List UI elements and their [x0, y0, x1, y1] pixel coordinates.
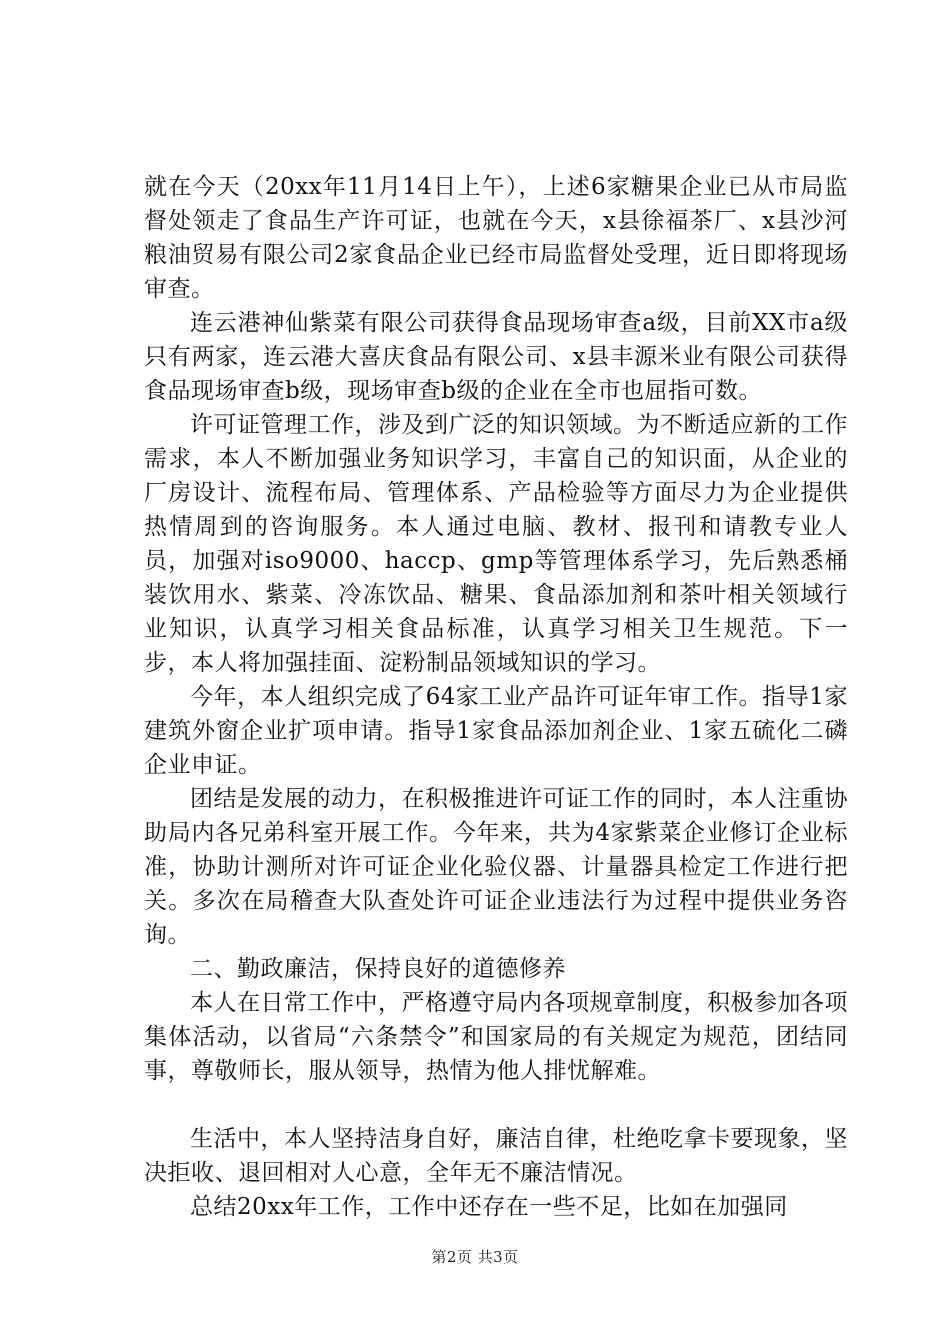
paragraph: 就在今天（20xx年11月14日上午），上述6家糖果企业已从市局监督处领走了食品生产许可证，也就在今天，x县徐福茶厂、x县沙河粮油贸易有限公司2家食品企业已经市局监督处受理，近日即将现场审查。 [144, 174, 848, 302]
paragraph: 连云港神仙紫菜有限公司获得食品现场审查a级，目前XX市a级只有两家，连云港大喜庆食品有限公司、x县丰源米业有限公司获得食品现场审查b级，现场审查b级的企业在全市也屈指可数。 [144, 310, 848, 404]
paragraph: 生活中，本人坚持洁身自好，廉洁自律，杜绝吃拿卡要现象，坚决拒收、退回相对人心意，全年无不廉洁情况。 [144, 1126, 848, 1186]
paragraph: 总结20xx年工作，工作中还存在一些不足，比如在加强同 [190, 1194, 788, 1220]
paragraph: 许可证管理工作，涉及到广泛的知识领域。为不断适应新的工作需求，本人不断加强业务知识学习，丰富自己的知识面，从企业的厂房设计、流程布局、管理体系、产品检验等方面尽力为企业提供热情周到的咨询服务。本人通过电脑、教材、报刊和请教专业人员，加强对iso9000、haccp、gmp等管理体系学习，先后熟悉桶装饮用水、紫菜、冷冻饮品、糖果、食品添加剂和茶叶相关领域行业知识，认真学习相关食品标准，认真学习相关卫生规范。下一步，本人将加强挂面、淀粉制品领域知识的学习。 [144, 412, 848, 676]
paragraph: 团结是发展的动力，在积极推进许可证工作的同时，本人注重协助局内各兄弟科室开展工作。今年来，共为4家紫菜企业修订企业标准，协助计测所对许可证企业化验仪器、计量器具检定工作进行把关。多次在局稽查大队查处许可证企业违法行为过程中提供业务咨询。 [144, 786, 848, 948]
document-body [144, 170, 848, 1224]
paragraph: 今年，本人组织完成了64家工业产品许可证年审工作。指导1家建筑外窗企业扩项申请。指导1家食品添加剂企业、1家五硫化二磷企业申证。 [144, 684, 848, 778]
paragraph: 本人在日常工作中，严格遵守局内各项规章制度，积极参加各项集体活动，以省局“六条禁令”和国家局的有关规定为规范，团结同事，尊敬师长，服从领导，热情为他人排忧解难。 [144, 990, 848, 1084]
section-heading: 二、勤政廉洁，保持良好的道德修养 [190, 956, 566, 982]
page-number-footer: 第2页 共3页 [431, 1248, 519, 1266]
blank-line [144, 1088, 848, 1122]
